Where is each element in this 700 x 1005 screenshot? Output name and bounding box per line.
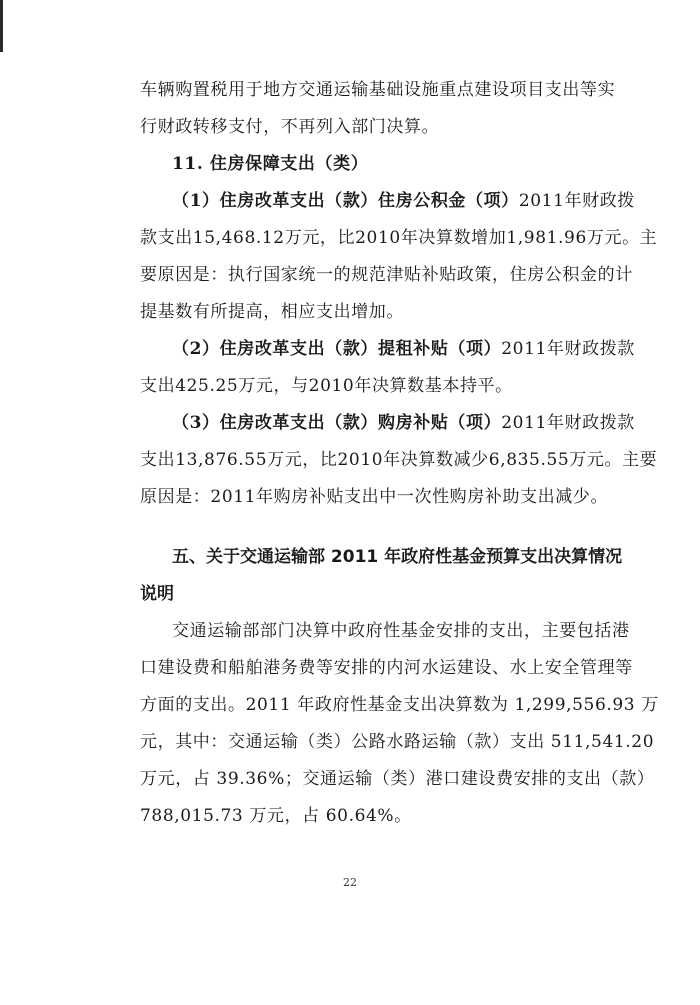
paragraph-line: 交通运输部部门决算中政府性基金安排的支出，主要包括港: [172, 621, 630, 641]
section-5-heading-cont: 说明: [140, 584, 174, 604]
paragraph-line: 车辆购置税用于地方交通运输基础设施重点建设项目支出等实: [140, 80, 616, 100]
paragraph-line: 款支出15,468.12万元，比2010年决算数增加1,981.96万元。主: [140, 228, 658, 248]
paragraph-line: 元，其中：交通运输（类）公路水路运输（款）支出 511,541.20: [140, 732, 655, 752]
item-3-head: （3）住房改革支出（款）购房补贴（项）: [172, 413, 502, 433]
item-2-text: 2011年财政拨款: [501, 339, 635, 359]
item-3-first-line: [172, 412, 635, 434]
page-number: 22: [343, 876, 357, 889]
paragraph-line: 方面的支出。2011 年政府性基金支出决算数为 1,299,556.93 万: [140, 695, 659, 715]
paragraph-line: 支出13,876.55万元，比2010年决算数减少6,835.55万元。主要: [140, 450, 658, 470]
paragraph-line: 支出425.25万元，与2010年决算数基本持平。: [140, 376, 513, 396]
paragraph-line: 行财政转移支付，不再列入部门决算。: [140, 117, 440, 137]
section-5-heading: 五、关于交通运输部 2011 年政府性基金预算支出决算情况: [172, 547, 623, 567]
item-1-text: 2011年财政拨: [518, 191, 635, 211]
item-1-first-line: [172, 190, 635, 212]
scan-edge-mark: [0, 0, 3, 52]
paragraph-line: 万元，占 39.36%；交通运输（类）港口建设费安排的支出（款）: [140, 769, 655, 789]
item-2-first-line: [172, 338, 635, 360]
paragraph-line: 要原因是：执行国家统一的规范津贴补贴政策，住房公积金的计: [140, 265, 633, 285]
item-3-text: 2011年财政拨款: [501, 413, 635, 433]
paragraph-line: 口建设费和船舶港务费等安排的内河水运建设、水上安全管理等: [140, 658, 633, 678]
heading-housing: 11. 住房保障支出（类）: [172, 154, 369, 174]
paragraph-line: 788,015.73 万元，占 60.64%。: [140, 806, 412, 826]
paragraph-line: 原因是：2011年购房补贴支出中一次性购房补助支出减少。: [140, 487, 609, 507]
paragraph-line: 提基数有所提高，相应支出增加。: [140, 302, 404, 322]
item-1-head: （1）住房改革支出（款）住房公积金（项）: [172, 191, 519, 211]
item-2-head: （2）住房改革支出（款）提租补贴（项）: [172, 339, 502, 359]
